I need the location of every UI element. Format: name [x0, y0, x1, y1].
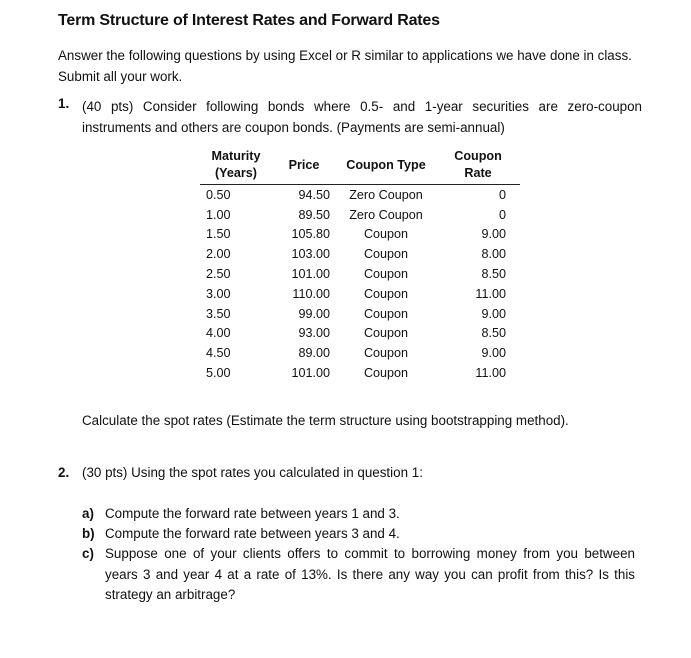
header-coupon-rate: Coupon Rate — [436, 148, 520, 185]
table-row — [200, 363, 520, 383]
cell-coupon-rate: 0 — [498, 187, 506, 202]
cell-coupon-type: Zero Coupon — [349, 187, 423, 202]
header-price: Price — [272, 148, 336, 185]
cell-price: 89.50 — [298, 207, 330, 222]
cell-coupon-rate: 11.00 — [475, 286, 506, 301]
table-row — [200, 244, 520, 264]
table-row — [200, 284, 520, 304]
cell-price: 101.00 — [291, 366, 330, 381]
cell-coupon-type: Coupon — [363, 227, 409, 242]
cell-coupon-type: Coupon — [363, 326, 409, 341]
cell-maturity: 4.50 — [206, 346, 231, 361]
header-maturity: Maturity (Years) — [200, 148, 272, 185]
cell-coupon-rate: 11.00 — [475, 366, 506, 381]
q2-text: (30 pts) Using the spot rates you calculated in question 1: — [82, 465, 423, 480]
q2-item-text: Suppose one of your clients offers to commit to borrowing money from you between years 3 and year 4 at a rate of 13%. Is there any way you can profit from this? Is this strategy an arbitrage? — [105, 546, 635, 602]
q2-number: 2. — [58, 465, 70, 480]
bonds-table — [200, 148, 520, 383]
cell-maturity: 5.00 — [206, 366, 231, 381]
cell-coupon-rate: 9.00 — [481, 346, 506, 361]
cell-coupon-type: Zero Coupon — [349, 207, 423, 222]
cell-maturity: 2.50 — [206, 267, 231, 282]
cell-price: 89.00 — [298, 346, 330, 361]
cell-price: 110.00 — [292, 286, 330, 301]
table-row — [200, 264, 520, 284]
cell-coupon-type: Coupon — [363, 306, 409, 321]
q1-number: 1. — [58, 96, 70, 111]
table-row — [200, 185, 520, 205]
q2-item-text: Compute the forward rate between years 1 and 3. — [105, 506, 400, 521]
table-row — [200, 205, 520, 225]
intro-paragraph: Answer the following questions by using Excel or R similar to applications we have done in class. Submit all your work. — [58, 48, 632, 84]
cell-price: 99.00 — [298, 306, 330, 321]
table-header-row — [200, 148, 520, 185]
cell-coupon-rate: 9.00 — [481, 306, 506, 321]
cell-coupon-type: Coupon — [363, 366, 409, 381]
cell-coupon-type: Coupon — [363, 346, 409, 361]
table-row — [200, 324, 520, 344]
cell-price: 101.00 — [291, 267, 330, 282]
table-row — [200, 304, 520, 324]
table-row — [200, 225, 520, 245]
q1-calc-instruction: Calculate the spot rates (Estimate the term structure using bootstrapping method). — [82, 413, 569, 428]
cell-coupon-rate: 8.50 — [481, 267, 506, 282]
cell-coupon-type: Coupon — [363, 286, 409, 301]
cell-price: 105.80 — [291, 227, 330, 242]
cell-coupon-rate: 0 — [498, 207, 506, 222]
cell-price: 94.50 — [298, 187, 330, 202]
header-coupon-type: Coupon Type — [336, 148, 436, 185]
cell-maturity: 0.50 — [206, 187, 231, 202]
cell-maturity: 3.50 — [206, 306, 231, 321]
cell-price: 103.00 — [291, 247, 330, 262]
q1-text: (40 pts) Consider following bonds where 0.5- and 1-year securities are zero-coupon instruments and others are coupon bonds. (Payments are semi-annual) — [82, 99, 642, 135]
cell-maturity: 1.00 — [206, 207, 231, 222]
q2-item-label: a) — [82, 506, 94, 521]
table-row — [200, 343, 520, 363]
cell-coupon-type: Coupon — [363, 247, 409, 262]
page-title: Term Structure of Interest Rates and Forward Rates — [58, 12, 440, 29]
cell-maturity: 4.00 — [206, 326, 231, 341]
cell-maturity: 3.00 — [206, 286, 231, 301]
cell-maturity: 1.50 — [206, 227, 231, 242]
cell-price: 93.00 — [298, 326, 330, 341]
q2-item-text: Compute the forward rate between years 3 and 4. — [105, 526, 400, 541]
q2-item-label: b) — [82, 526, 95, 541]
cell-coupon-rate: 9.00 — [481, 227, 506, 242]
cell-coupon-type: Coupon — [363, 267, 409, 282]
cell-maturity: 2.00 — [206, 247, 231, 262]
cell-coupon-rate: 8.50 — [481, 326, 506, 341]
q2-item-label: c) — [82, 546, 94, 561]
cell-coupon-rate: 8.00 — [481, 247, 506, 262]
